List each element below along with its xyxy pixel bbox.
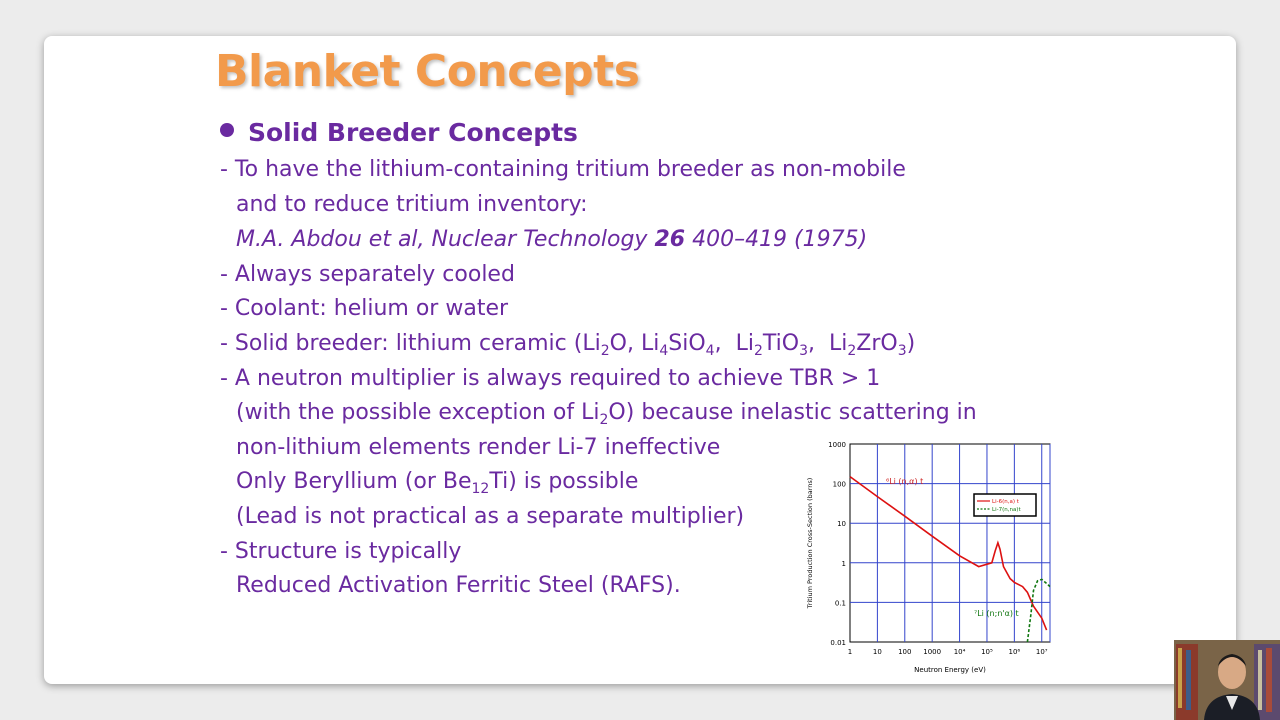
beryllium-pre: Only Beryllium (or Be xyxy=(236,469,472,494)
beryllium-sub: 12 xyxy=(471,481,490,497)
x-tick-label: 10⁷ xyxy=(1035,648,1048,656)
x-tick-label: 10⁴ xyxy=(953,648,966,656)
sb-li: Li xyxy=(582,331,601,356)
presenter-webcam xyxy=(1174,640,1280,720)
annotation-li7: ⁷Li (n;n'α) t xyxy=(974,609,1019,618)
exception-post: O) because inelastic scattering in xyxy=(608,400,977,425)
y-axis-label: Tritium Production Cross-Section (barns) xyxy=(806,477,814,609)
sb-sub: 2 xyxy=(600,343,610,359)
y-tick-label: 1000 xyxy=(828,441,846,449)
cross-section-chart xyxy=(800,436,1060,682)
y-tick-label: 100 xyxy=(832,480,846,489)
sb-zro: ZrO xyxy=(856,331,898,356)
text-line-nonlithium: non-lithium elements render Li-7 ineffective xyxy=(236,435,721,460)
plot-area xyxy=(850,444,1050,642)
sb-sub: 4 xyxy=(705,343,715,359)
y-tick-label: 1 xyxy=(841,559,846,568)
text-line-multiplier: - A neutron multiplier is always required to achieve TBR > 1 xyxy=(220,366,881,391)
annotation-li6: ⁶Li (n,α) t xyxy=(886,477,924,486)
text-line-rafs: Reduced Activation Ferritic Steel (RAFS). xyxy=(236,573,681,598)
slide-title: Blanket Concepts xyxy=(215,46,640,97)
sb-li2: Li xyxy=(735,331,754,356)
reference-pages: 400–419 (1975) xyxy=(685,227,868,252)
sb-sub: 3 xyxy=(897,343,907,359)
x-tick-label: 10 xyxy=(872,648,882,656)
legend-entry: Li-7(n,na)t xyxy=(992,507,1021,513)
sb-sub: 4 xyxy=(659,343,669,359)
sb-o: O, xyxy=(609,331,641,356)
text-line-cooled: - Always separately cooled xyxy=(220,262,515,287)
y-tick-label: 0.1 xyxy=(834,599,846,608)
sb-prefix: - Solid breeder: lithium ceramic ( xyxy=(220,331,583,356)
heading-text: Solid Breeder Concepts xyxy=(248,118,578,147)
legend-entry: Li-6(n,a) t xyxy=(992,499,1019,505)
x-tick-label: 10⁵ xyxy=(981,648,993,656)
sb-li4: Li xyxy=(640,331,660,356)
x-tick-label: 1000 xyxy=(923,648,942,656)
text-line-exception xyxy=(236,400,977,426)
sb-tio: TiO xyxy=(762,331,800,356)
sb-sio: SiO xyxy=(668,331,706,356)
x-tick-label: 100 xyxy=(898,648,912,656)
bullet-heading xyxy=(220,118,578,147)
text-line-lead: (Lead is not practical as a separate multiplier) xyxy=(236,504,745,529)
sb-sub: 2 xyxy=(847,343,857,359)
x-axis-label: Neutron Energy (eV) xyxy=(914,666,986,674)
y-tick-label: 10 xyxy=(837,520,846,529)
sb-li2c: Li xyxy=(828,331,848,356)
y-tick-label: 0.01 xyxy=(830,639,846,647)
sb-sub: 3 xyxy=(799,343,808,359)
sb-close: ) xyxy=(906,331,916,356)
x-tick-label: 1 xyxy=(847,648,853,656)
x-tick-label: 10⁶ xyxy=(1008,648,1021,656)
bullet-dot-icon xyxy=(220,123,234,137)
text-line-structure: - Structure is typically xyxy=(220,539,462,564)
sb-sep: , xyxy=(808,331,829,356)
sb-sep: , xyxy=(714,331,736,356)
beryllium-post: Ti) is possible xyxy=(489,469,639,494)
reference-volume: 26 xyxy=(654,227,686,252)
presenter-video-icon xyxy=(1174,640,1280,720)
text-line-coolant: - Coolant: helium or water xyxy=(220,296,509,321)
exception-sub: 2 xyxy=(599,412,609,428)
sb-sub: 2 xyxy=(753,343,763,359)
text-line-solid-breeder xyxy=(220,331,915,357)
text-line-beryllium xyxy=(236,469,638,495)
exception-pre: (with the possible exception of Li xyxy=(236,400,600,425)
text-line-1: - To have the lithium-containing tritium breeder as non-mobile xyxy=(220,157,906,182)
text-line-2: and to reduce tritium inventory: xyxy=(236,192,588,217)
reference-authors: M.A. Abdou et al, Nuclear Technology xyxy=(236,227,655,252)
reference-line xyxy=(236,227,867,253)
